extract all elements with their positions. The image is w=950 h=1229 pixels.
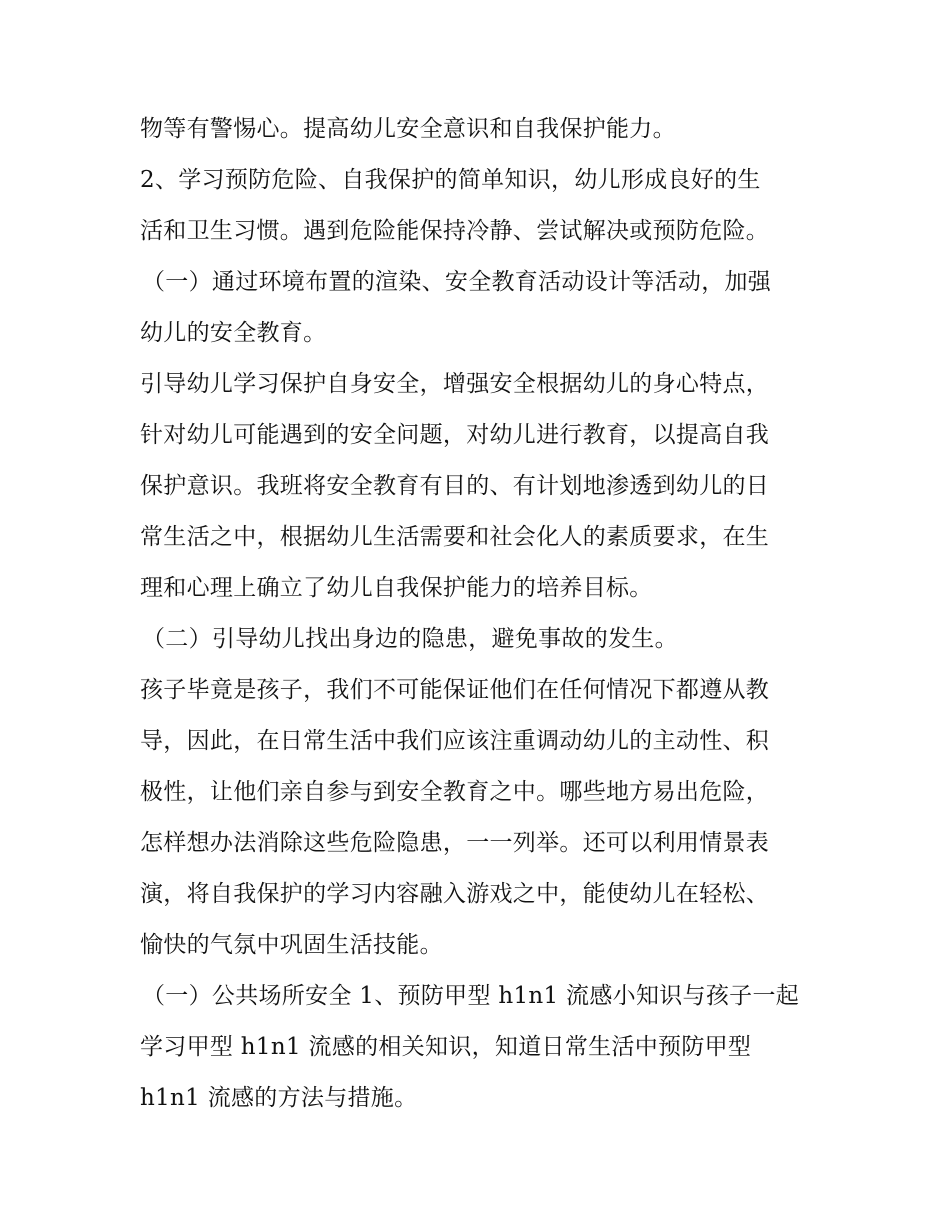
text-line: 怎样想办法消除这些危险隐患，一一列举。还可以利用情景表 [140, 830, 770, 856]
text-line: 学习甲型 h1n1 流感的相关知识，知道日常生活中预防甲型 [140, 1034, 752, 1060]
section-heading: （二）引导幼儿找出身边的隐患，避免事故的发生。 [142, 626, 678, 652]
text-line: 引导幼儿学习保护自身安全，增强安全根据幼儿的身心特点， [140, 371, 770, 397]
text-line: 针对幼儿可能遇到的安全问题，对幼儿进行教育，以提高自我 [140, 422, 770, 448]
text-line: 孩子毕竟是孩子，我们不可能保证他们在任何情况下都遵从教 [140, 677, 770, 703]
text-line: 演，将自我保护的学习内容融入游戏之中，能使幼儿在轻松、 [140, 881, 770, 907]
section-heading: （一）公共场所安全 1、预防甲型 h1n1 流感小知识与孩子一起 [142, 983, 800, 1009]
text-line: 保护意识。我班将安全教育有目的、有计划地渗透到幼儿的日 [140, 473, 770, 499]
text-line: 导，因此，在日常生活中我们应该注重调动幼儿的主动性、积 [140, 728, 770, 754]
text-line: 理和心理上确立了幼儿自我保护能力的培养目标。 [140, 575, 653, 601]
text-line: 物等有警惕心。提高幼儿安全意识和自我保护能力。 [140, 116, 676, 142]
document-body [140, 104, 820, 1124]
text-line: 幼儿的安全教育。 [140, 320, 327, 346]
text-line: 常生活之中，根据幼儿生活需要和社会化人的素质要求，在生 [140, 524, 770, 550]
text-line: 极性，让他们亲自参与到安全教育之中。哪些地方易出危险， [140, 779, 770, 805]
text-line: 2、学习预防危险、自我保护的简单知识，幼儿形成良好的生 [140, 167, 761, 193]
text-line: h1n1 流感的方法与措施。 [140, 1085, 418, 1111]
section-heading: （一）通过环境布置的渲染、安全教育活动设计等活动，加强 [142, 269, 772, 295]
text-line: 愉快的气氛中巩固生活技能。 [140, 932, 443, 958]
text-line: 活和卫生习惯。遇到危险能保持冷静、尝试解决或预防危险。 [140, 218, 770, 244]
